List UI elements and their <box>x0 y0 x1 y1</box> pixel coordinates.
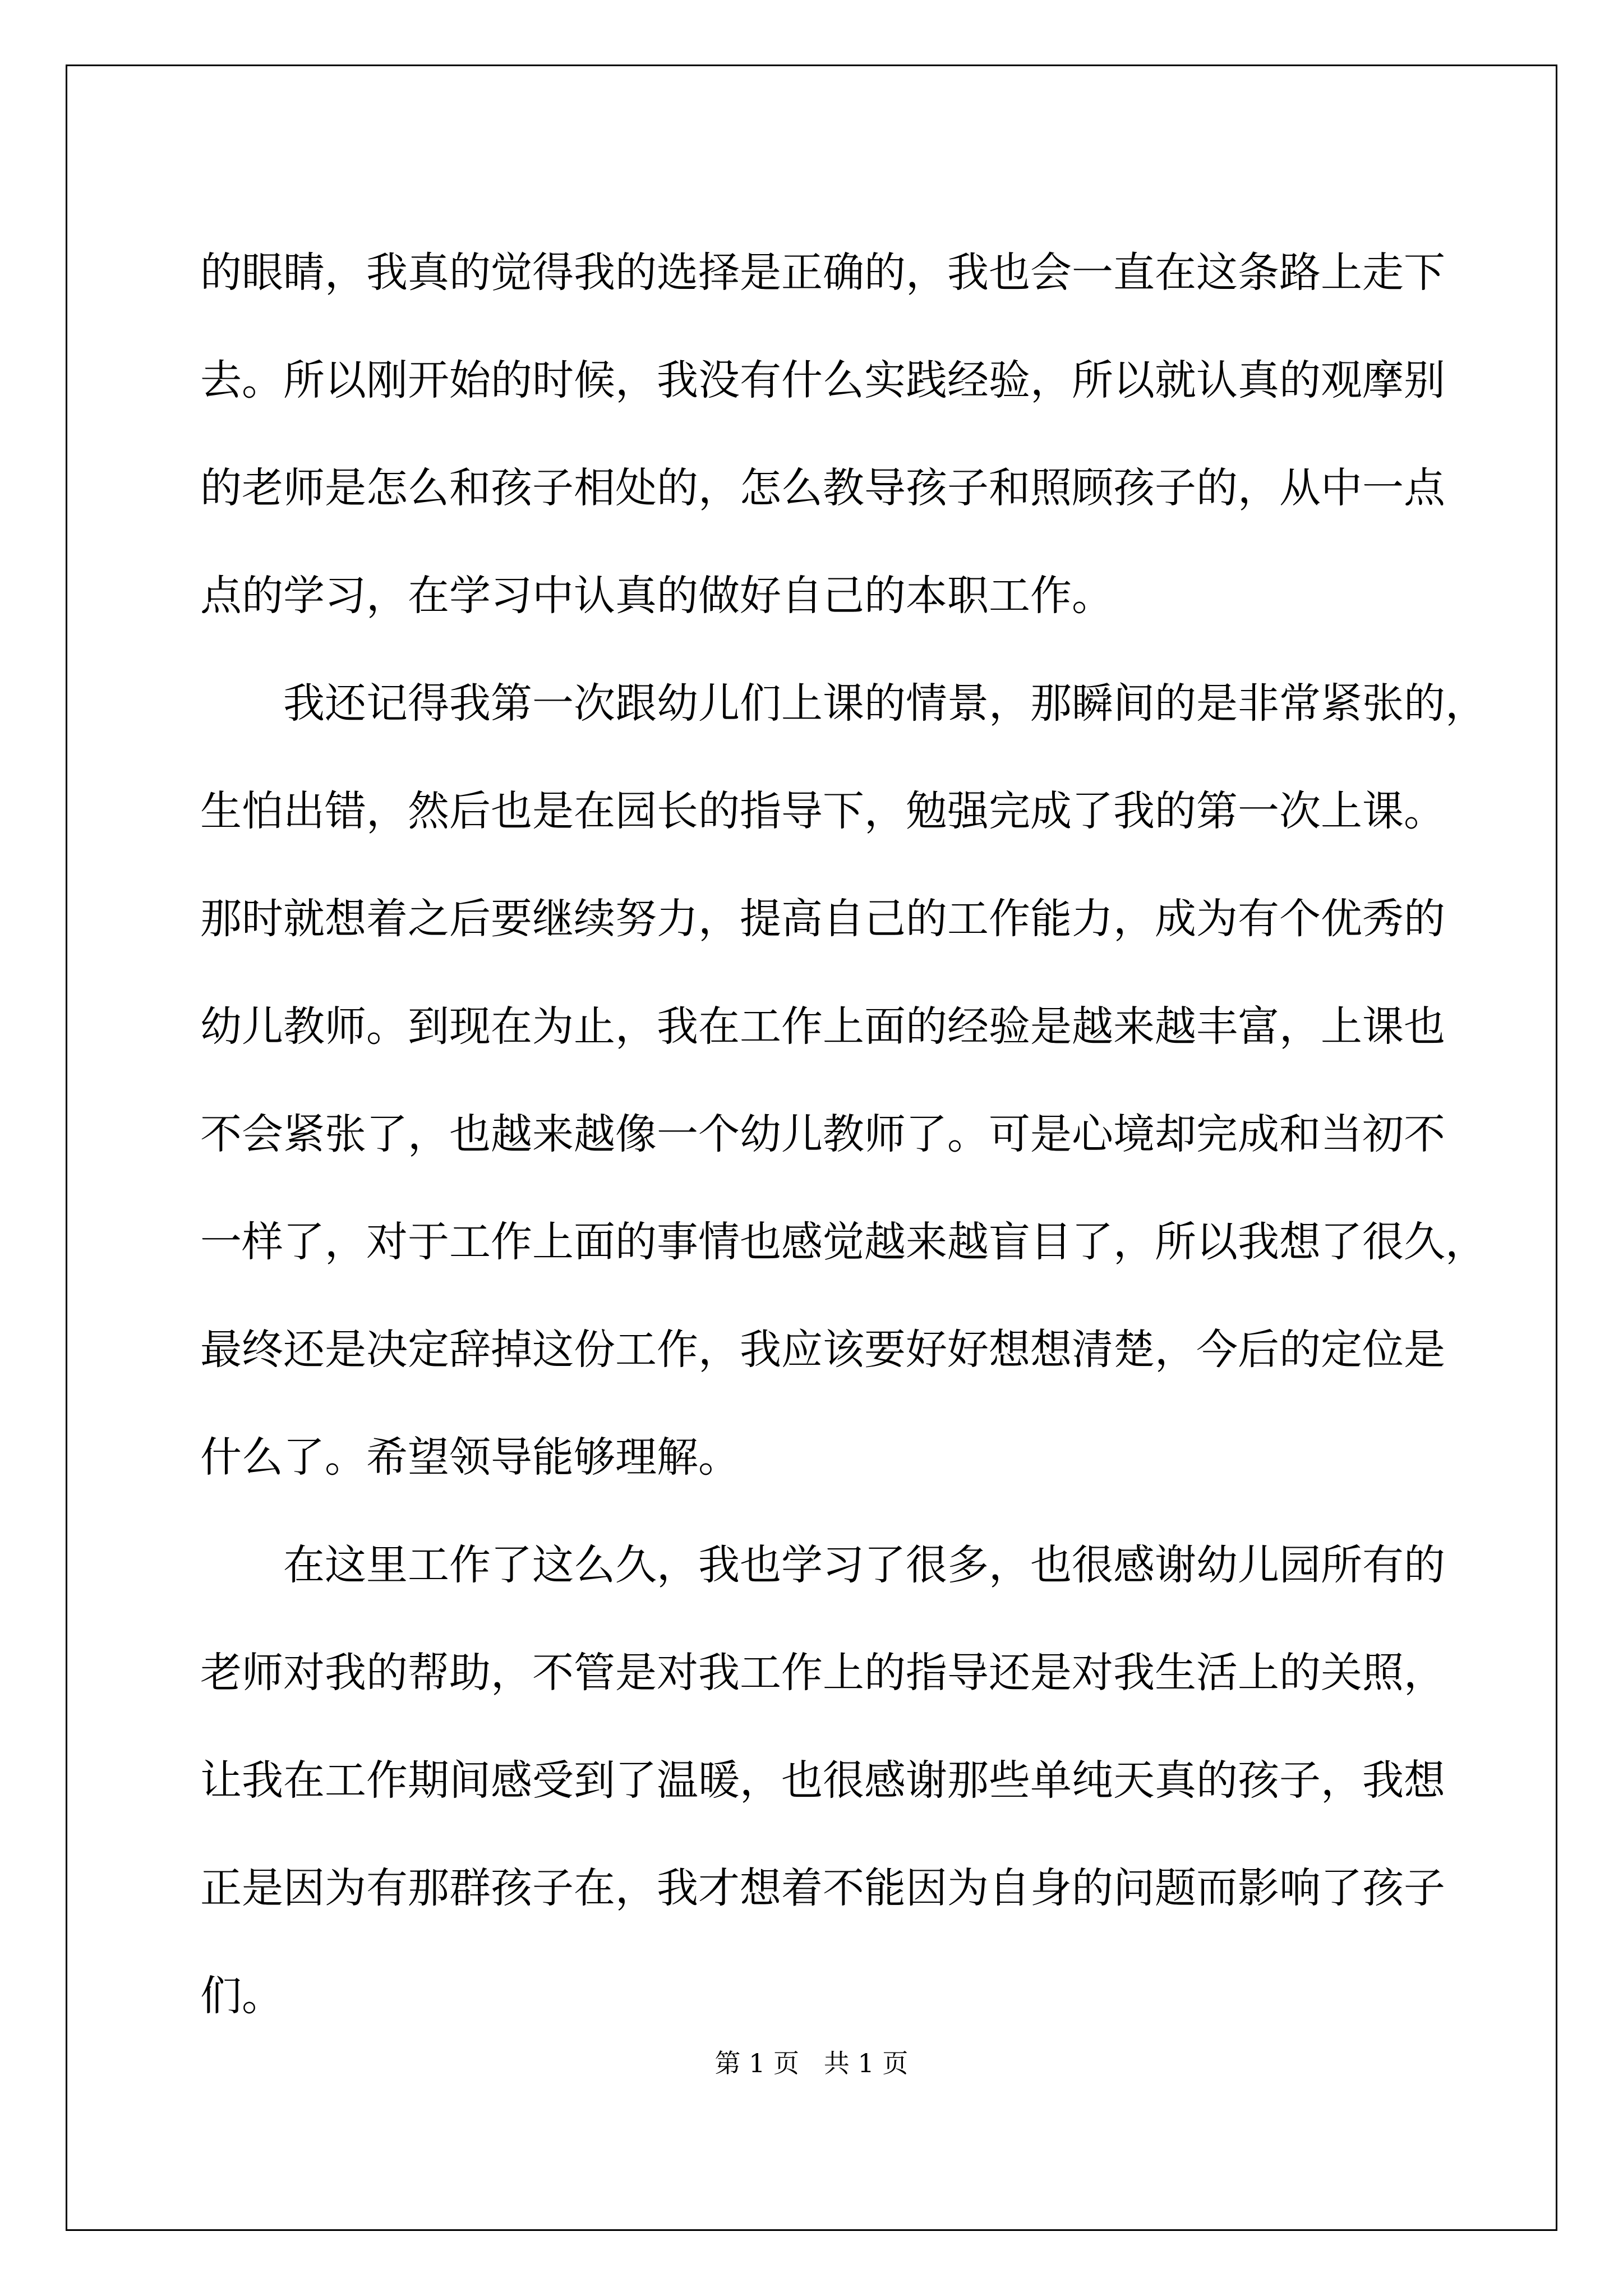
text-line: 让我在工作期间感受到了温暖，也很感谢那些单纯天真的孩子，我想 <box>200 1756 1445 1805</box>
text-line: 最终还是决定辞掉这份工作，我应该要好好想想清楚，今后的定位是 <box>200 1326 1445 1374</box>
text-line: 的老师是怎么和孩子相处的，怎么教导孩子和照顾孩子的，从中一点 <box>200 464 1445 512</box>
text-line: 幼儿教师。到现在为止，我在工作上面的经验是越来越丰富，上课也 <box>200 1002 1445 1051</box>
page-footer: 第 1 页 共 1 页 <box>714 2048 909 2078</box>
text-line: 不会紧张了，也越来越像一个幼儿教师了。可是心境却完成和当初不 <box>200 1110 1445 1158</box>
text-line: 去。所以刚开始的时候，我没有什么实践经验，所以就认真的观摩别 <box>200 356 1445 404</box>
text-line: 在这里工作了这么久，我也学习了很多，也很感谢幼儿园所有的 <box>200 1541 1445 1589</box>
text-line: 们。 <box>200 1972 283 2020</box>
document-body <box>200 219 1487 2050</box>
text-line: 老师对我的帮助，不管是对我工作上的指导还是对我生活上的关照， <box>200 1649 1445 1697</box>
text-line: 生怕出错，然后也是在园长的指导下，勉强完成了我的第一次上课。 <box>200 787 1445 835</box>
text-line: 我还记得我第一次跟幼儿们上课的情景，那瞬间的是非常紧张的， <box>200 679 1487 728</box>
text-line: 一样了，对于工作上面的事情也感觉越来越盲目了，所以我想了很久， <box>200 1218 1487 1266</box>
text-line: 那时就想着之后要继续努力，提高自己的工作能力，成为有个优秀的 <box>200 895 1445 943</box>
text-line: 点的学习，在学习中认真的做好自己的本职工作。 <box>200 572 1113 620</box>
text-line: 的眼睛，我真的觉得我的选择是正确的，我也会一直在这条路上走下 <box>200 249 1445 297</box>
text-line: 什么了。希望领导能够理解。 <box>200 1433 740 1481</box>
text-line: 正是因为有那群孩子在，我才想着不能因为自身的问题而影响了孩子 <box>200 1864 1445 1912</box>
